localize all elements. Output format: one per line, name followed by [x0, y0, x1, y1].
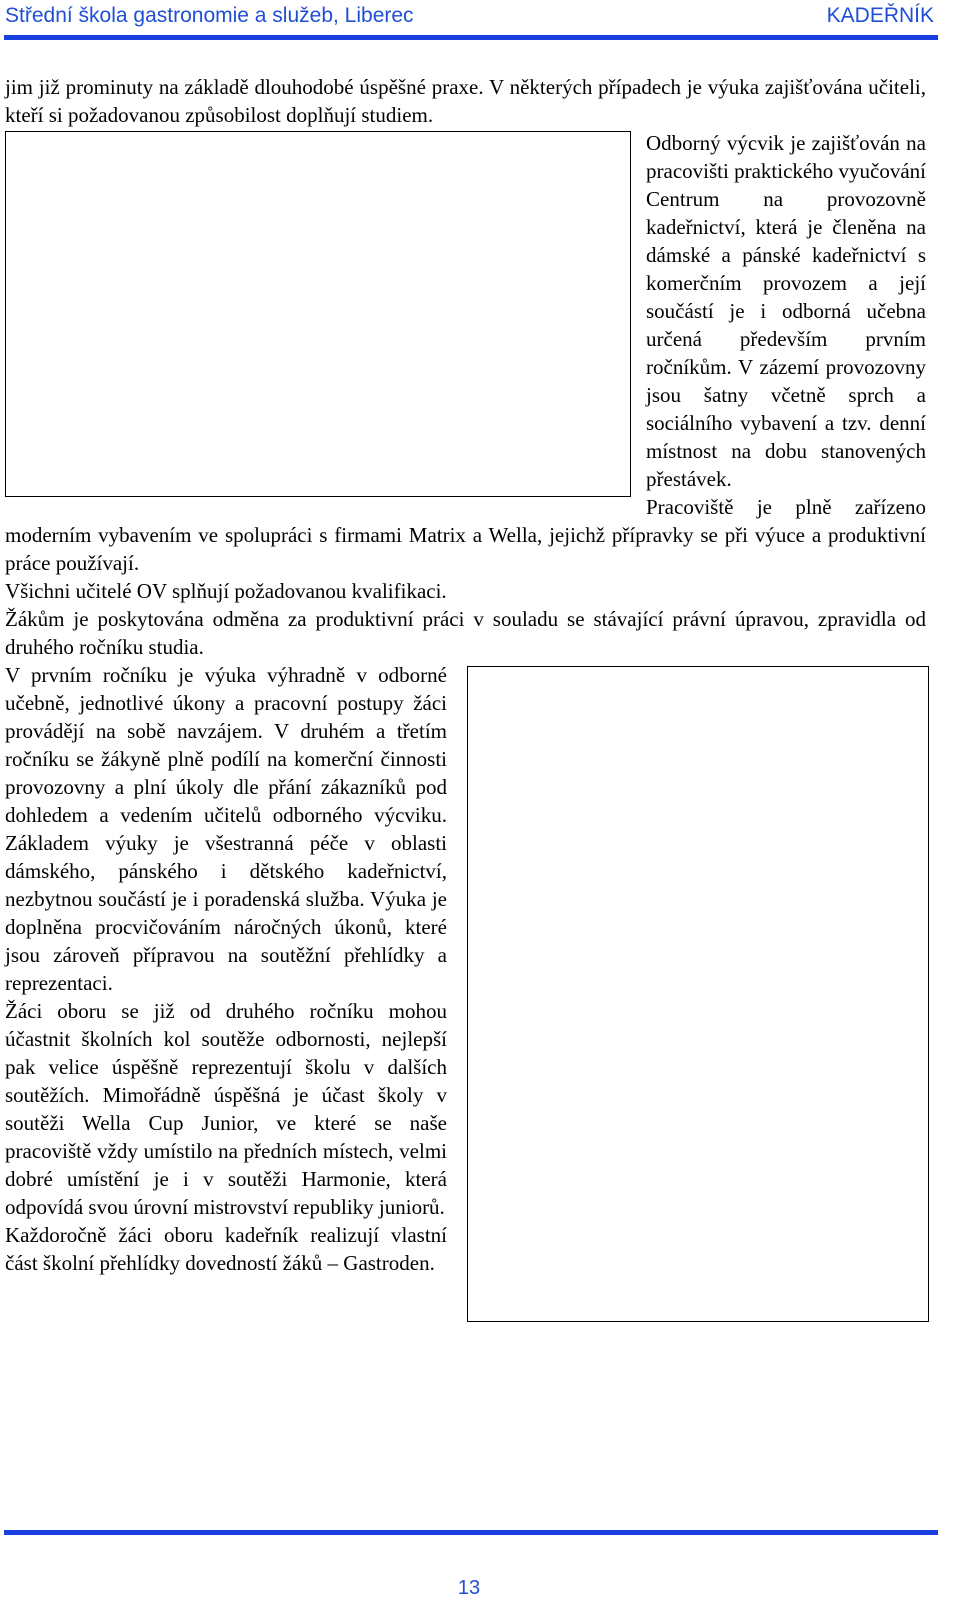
paragraph-2: Odborný výcvik je zajišťován na pracovišti praktického vyučování Centrum na provozovně kadeřnictví, která je členěna na dámské a pánské kadeřnictví s komerčním provozem a její součástí je i odborná učebna určená především prvním ročníkům. V zázemí provozovny jsou šatny včetně sprch a sociálního vybavení a tzv. denní místnost na dobu stanovených přestávek. — [646, 131, 926, 491]
page-number: 13 — [457, 1577, 481, 1599]
photo-placeholder-right — [467, 666, 929, 1322]
paragraph-7: Žáci oboru se již od druhého ročníku mohou účastnit školních kol soutěže odbornosti, nejlepší pak velice úspěšně reprezentují školu v dalších soutěžích. Mimořádně úspěšná je účast školy v soutěži Wella Cup Junior, ve které se naše pracoviště vždy umístilo na předních místech, velmi dobré umístění je i v soutěži Harmonie, která odpovídá svou úrovní mistrovství republiky juniorů. — [5, 999, 447, 1219]
paragraph-8: Každoročně žáci oboru kadeřník realizují vlastní část školní přehlídky dovedností žáků – Gastroden. — [5, 1223, 447, 1275]
paragraph-4: Všichni učitelé OV splňují požadovanou kvalifikaci. — [5, 579, 447, 603]
photo-placeholder-left — [5, 131, 631, 497]
paragraph-5: Žákům je poskytována odměna za produktivní práci v souladu se stávající právní úpravou, zpravidla od druhého ročníku studia. — [5, 607, 926, 659]
paragraph-6: V prvním ročníku je výuka výhradně v odborné učebně, jednotlivé úkony a pracovní postupy žáci provádějí na sobě navzájem. V druhém a třetím ročníku se žákyně plně podílí na komerční činnosti provozovny a plní úkoly dle přání zákazníků pod dohledem a vedením učitelů odborného výcviku. Základem výuky je všestranná péče v oblasti dámského, pánského i dětského kadeřnictví, nezbytnou součástí je i poradenská služba. Výuka je doplněna procvičováním náročných úkonů, které jsou zároveň přípravou na soutěžní přehlídky a reprezentaci. — [5, 663, 447, 995]
header-subject-title: KADEŘNÍK — [826, 4, 934, 27]
paragraph-3: Pracoviště je plně zařízeno moderním vybavením ve spolupráci s firmami Matrix a Wella, jejichž přípravky se při výuce a produktivní práce používají. — [5, 495, 926, 575]
footer-divider — [4, 1530, 938, 1535]
paragraph-1: jim již prominuty na základě dlouhodobé úspěšné praxe. V některých případech je výuka zajišťována učiteli, kteří si požadovanou způsobilost doplňují studiem. — [5, 75, 926, 127]
document-body — [5, 73, 926, 1322]
header-divider — [4, 35, 938, 40]
header-school-name: Střední škola gastronomie a služeb, Liberec — [5, 4, 414, 27]
